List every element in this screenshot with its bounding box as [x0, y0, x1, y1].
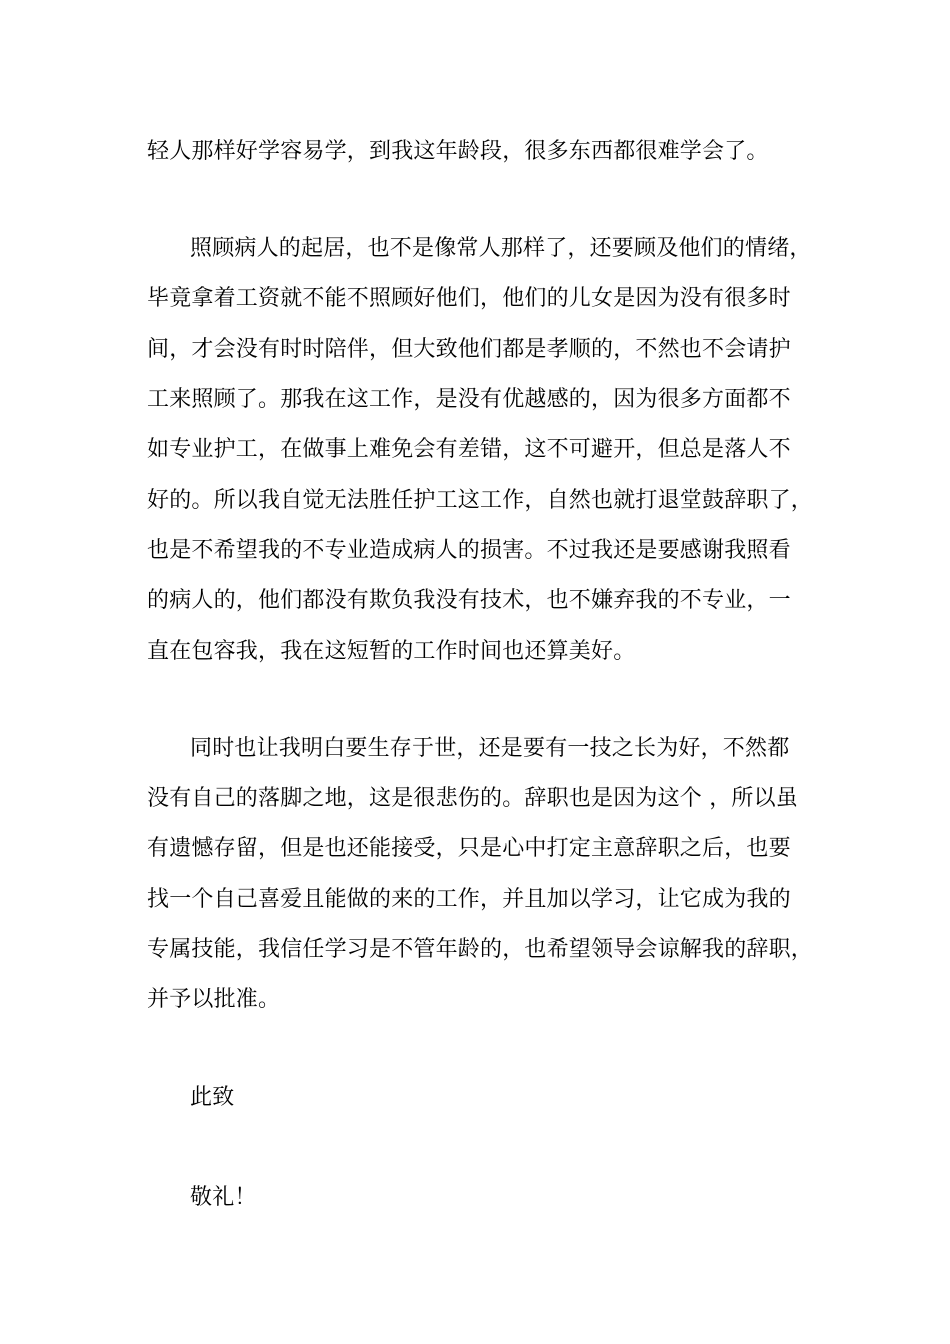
- text-line: 专属技能，我信任学习是不管年龄的，也希望领导会谅解我的辞职，: [147, 937, 814, 962]
- text-line: 找一个自己喜爱且能做的来的工作，并且加以学习，让它成为我的: [147, 887, 791, 912]
- text-line: 如专业护工，在做事上难免会有差错，这不可避开，但总是落人不: [147, 437, 791, 462]
- text-line: 没有自己的落脚之地，这是很悲伤的。辞职也是因为这个 ，所以虽: [147, 786, 798, 811]
- text-line: 的病人的，他们都没有欺负我没有技术，也不嫌弃我的不专业，一: [147, 588, 791, 613]
- text-line: 毕竟拿着工资就不能不照顾好他们，他们的儿女是因为没有很多时: [147, 286, 791, 311]
- text-line: 好的。所以我自觉无法胜任护工这工作，自然也就打退堂鼓辞职了，: [147, 488, 814, 513]
- text-line: 间，才会没有时时陪伴，但大致他们都是孝顺的，不然也不会请护: [147, 337, 791, 362]
- text-line: 并予以批准。: [147, 987, 281, 1012]
- text-line: 直在包容我，我在这短暂的工作时间也还算美好。: [147, 639, 636, 664]
- text-line: 照顾病人的起居，也不是像常人那样了，还要顾及他们的情绪，: [190, 236, 812, 261]
- closing-regards: 敬礼！: [190, 1185, 257, 1210]
- text-line: 轻人那样好学容易学，到我这年龄段，很多东西都很难学会了。: [147, 139, 769, 164]
- text-line: 同时也让我明白要生存于世，还是要有一技之长为好，不然都: [190, 736, 790, 761]
- text-line: 也是不希望我的不专业造成病人的损害。不过我还是要感谢我照看: [147, 538, 791, 563]
- closing-salutation: 此致: [190, 1085, 235, 1110]
- text-line: 工来照顾了。那我在这工作，是没有优越感的，因为很多方面都不: [147, 387, 791, 412]
- text-line: 有遗憾存留，但是也还能接受，只是心中打定主意辞职之后，也要: [147, 836, 791, 861]
